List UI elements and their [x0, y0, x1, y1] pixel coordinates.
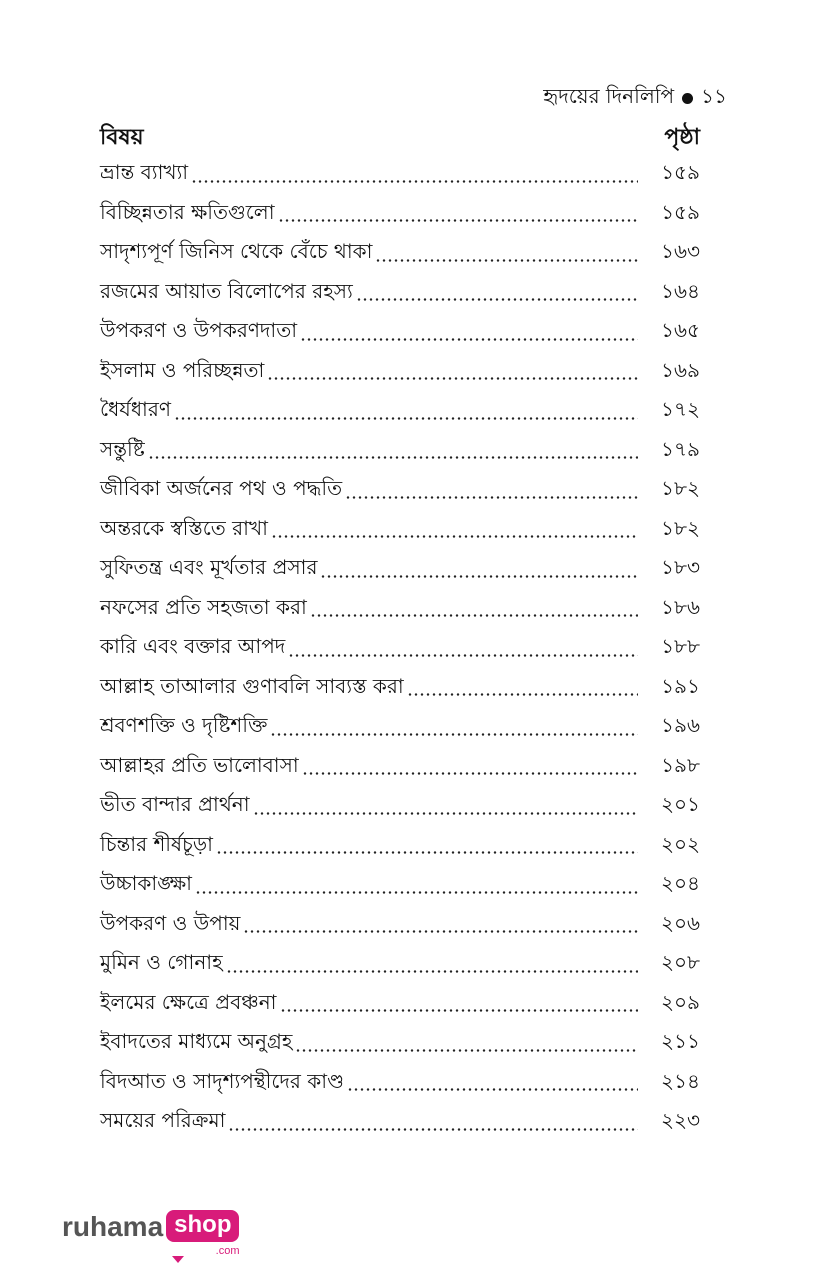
toc-entry-page: ২০৯	[661, 989, 700, 1014]
running-header	[543, 82, 727, 115]
toc-entry-page: ১৮৩	[661, 555, 700, 580]
toc-entry-title: সময়ের পরিক্রমা	[100, 1108, 226, 1133]
toc-entry	[100, 392, 700, 432]
toc-entry	[100, 195, 700, 235]
dot-leader	[228, 1128, 638, 1131]
toc-entry-title: বিচ্ছিন্নতার ক্ষতিগুলো	[100, 199, 275, 224]
bullet-dot-icon	[682, 93, 693, 104]
dot-leader	[320, 575, 638, 578]
toc-entry-title: ভ্রান্ত ব্যাখ্যা	[100, 160, 189, 185]
toc-entry	[100, 787, 700, 827]
dot-leader	[270, 733, 638, 736]
dot-leader	[407, 693, 638, 696]
toc-entry-page: ১৫৯	[661, 199, 700, 224]
toc-entry	[100, 1103, 700, 1143]
toc-entry-page: ২০৮	[661, 950, 700, 975]
toc-entry-title: ইসলাম ও পরিচ্ছন্নতা	[100, 357, 265, 382]
toc-entry-title: নফসের প্রতি সহজতা করা	[100, 594, 307, 619]
toc-entry	[100, 1024, 700, 1064]
toc-entry	[100, 432, 700, 472]
toc-entry-page: ২২৩	[660, 1108, 700, 1133]
dot-leader	[267, 377, 638, 380]
toc-entry-title: জীবিকা অর্জনের পথ ও পদ্ধতি	[100, 476, 343, 501]
table-of-contents	[100, 155, 700, 1143]
dot-leader	[226, 970, 638, 973]
dot-leader	[243, 930, 638, 933]
toc-entry	[100, 550, 700, 590]
toc-entry-title: আল্লাহর প্রতি ভালোবাসা	[100, 752, 299, 777]
toc-entry	[100, 708, 700, 748]
toc-entry-page: ১৯১	[661, 673, 700, 698]
dot-leader	[300, 338, 638, 341]
dot-leader	[302, 772, 638, 775]
dot-leader	[191, 180, 638, 183]
speech-tail-icon	[172, 1256, 184, 1263]
logo-brand-domain: .com	[215, 1245, 240, 1257]
toc-entry-title: বিদআত ও সাদৃশ্যপন্থীদের কাণ্ড	[100, 1068, 345, 1093]
toc-entry	[100, 827, 700, 867]
toc-entry-page: ১৮৬	[661, 594, 700, 619]
dot-leader	[288, 654, 638, 657]
toc-entry-page: ২০৪	[661, 871, 700, 896]
toc-entry-page: ২১৪	[661, 1068, 700, 1093]
toc-entry-title: রজমের আয়াত বিলোপের রহস্য	[100, 278, 353, 303]
book-title: হৃদয়ের দিনলিপি	[543, 84, 675, 108]
toc-entry	[100, 155, 700, 195]
dot-leader	[356, 298, 638, 301]
toc-entry-page: ১৬৯	[661, 357, 700, 382]
toc-entry-page: ১৬৫	[661, 318, 700, 343]
toc-entry-page: ১৭৯	[661, 436, 700, 461]
dot-leader	[271, 535, 638, 538]
toc-entry-title: কারি এবং বক্তার আপদ	[100, 634, 286, 659]
toc-entry-title: শ্রবণশক্তি ও দৃষ্টিশক্তি	[100, 713, 268, 738]
dot-leader	[195, 891, 638, 894]
toc-entry-title: উপকরণ ও উপায়	[100, 910, 241, 935]
ruhamashop-logo	[62, 1210, 239, 1257]
toc-entry	[100, 471, 700, 511]
dot-leader	[280, 1009, 639, 1012]
toc-entry	[100, 669, 700, 709]
dot-leader	[216, 851, 638, 854]
dot-leader	[347, 1088, 638, 1091]
dot-leader	[345, 496, 638, 499]
dot-leader	[278, 219, 639, 222]
toc-entry-page: ১৬৩	[661, 239, 700, 264]
toc-entry	[100, 353, 700, 393]
toc-entry-page: ১৯৬	[661, 713, 700, 738]
dot-leader	[253, 812, 638, 815]
logo-shop-badge	[166, 1210, 239, 1257]
dot-leader	[174, 417, 638, 420]
toc-entry-title: উপকরণ ও উপকরণদাতা	[100, 318, 298, 343]
toc-entry-title: চিন্তার শীর্ষচূড়া	[100, 831, 213, 856]
toc-entry	[100, 945, 700, 985]
toc-entry	[100, 748, 700, 788]
toc-entry-title: ইবাদতের মাধ্যমে অনুগ্রহ	[100, 1029, 293, 1054]
toc-entry-title: ধৈর্যধারণ	[100, 397, 171, 422]
toc-entry-title: আল্লাহ তাআলার গুণাবলি সাব্যস্ত করা	[100, 673, 404, 698]
toc-entry-page: ১৬৪	[661, 278, 700, 303]
toc-entry	[100, 313, 700, 353]
toc-entry	[100, 511, 700, 551]
topic-column-heading: বিষয়	[100, 125, 144, 150]
toc-entry-title: ইলমের ক্ষেত্রে প্রবঞ্চনা	[100, 989, 277, 1014]
toc-entry-page: ১৮৮	[661, 634, 700, 659]
toc-entry-page: ১৮২	[661, 515, 700, 540]
logo-brand-prefix: ruhama	[62, 1211, 164, 1242]
toc-entry-title: উচ্চাকাঙ্ক্ষা	[100, 871, 192, 896]
toc-entry-page: ১৫৯	[661, 160, 700, 185]
toc-entry-title: সুফিতন্ত্র এবং মূর্খতার প্রসার	[100, 555, 318, 580]
logo-brand-shop: shop	[166, 1210, 239, 1242]
toc-entry-title: সন্তুষ্টি	[100, 436, 145, 461]
toc-entry	[100, 590, 700, 630]
toc-column-headings	[100, 120, 700, 154]
toc-entry-title: ভীত বান্দার প্রার্থনা	[100, 792, 250, 817]
dot-leader	[148, 456, 638, 459]
page-column-heading: পৃষ্ঠা	[664, 125, 700, 150]
toc-entry-title: সাদৃশ্যপূর্ণ জিনিস থেকে বেঁচে থাকা	[100, 239, 373, 264]
toc-entry-page: ২০১	[661, 792, 700, 817]
toc-entry-page: ২১১	[661, 1029, 700, 1054]
toc-entry	[100, 906, 700, 946]
toc-entry-page: ১৮২	[661, 476, 700, 501]
dot-leader	[295, 1049, 638, 1052]
toc-entry	[100, 866, 700, 906]
toc-entry-page: ২০৬	[660, 910, 700, 935]
toc-entry	[100, 274, 700, 314]
toc-entry-title: অন্তরকে স্বস্তিতে রাখা	[100, 515, 268, 540]
dot-leader	[375, 259, 638, 262]
toc-entry	[100, 985, 700, 1025]
toc-entry	[100, 1064, 700, 1104]
toc-entry-page: ২০২	[660, 831, 700, 856]
toc-entry-title: মুমিন ও গোনাহ	[100, 950, 223, 975]
toc-entry	[100, 629, 700, 669]
toc-entry-page: ১৭২	[661, 397, 700, 422]
dot-leader	[310, 614, 638, 617]
toc-entry-page: ১৯৮	[661, 752, 700, 777]
toc-entry	[100, 234, 700, 274]
page-number: ১১	[701, 84, 727, 108]
